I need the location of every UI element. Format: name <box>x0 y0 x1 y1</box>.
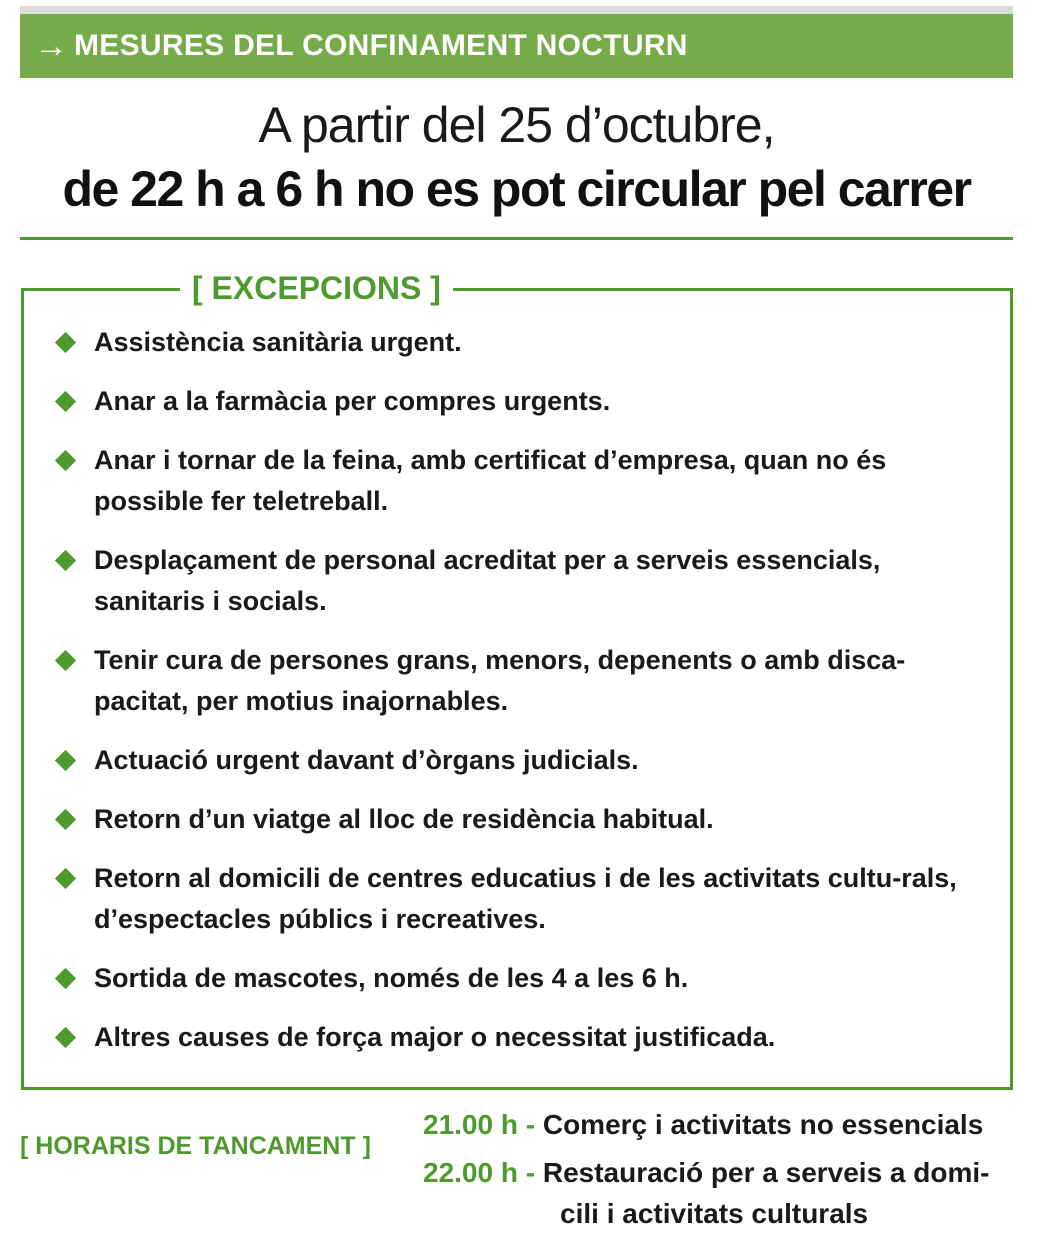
banner-title: MESURES DEL CONFINAMENT NOCTURN <box>74 29 688 62</box>
closing-hours-title: [ HORARIS DE TANCAMENT ] <box>20 1132 371 1160</box>
list-item <box>56 1017 986 1058</box>
list-item-text: Anar i tornar de la feina, amb certificat d’empresa, quan no és possible fer teletreball. <box>94 445 887 516</box>
closing-hours-row <box>423 1152 990 1194</box>
list-item <box>56 858 986 940</box>
diamond-bullet-icon <box>55 332 76 353</box>
list-item-text: Desplaçament de personal acreditat per a serveis essencials, sanitaris i socials. <box>94 545 881 616</box>
diamond-bullet-icon <box>55 450 76 471</box>
list-item-text: Sortida de mascotes, només de les 4 a les 6 h. <box>94 963 689 993</box>
list-item-text: Actuació urgent davant d’òrgans judicials. <box>94 745 639 775</box>
list-item <box>56 440 986 522</box>
list-item <box>56 740 986 781</box>
list-item-text: Anar a la farmàcia per compres urgents. <box>94 386 611 416</box>
closing-description-continued: cili i activitats culturals <box>560 1198 869 1229</box>
list-item <box>56 381 986 422</box>
list-item-text: Assistència sanitària urgent. <box>94 327 462 357</box>
list-item <box>56 540 986 622</box>
list-item-text: Altres causes de força major o necessitat justificada. <box>94 1022 776 1052</box>
list-item <box>56 799 986 840</box>
top-rule <box>20 6 1013 14</box>
list-item-text: Tenir cura de persones grans, menors, depenents o amb disca-pacitat, per motius inajornables. <box>94 645 906 716</box>
diamond-bullet-icon <box>55 1027 76 1048</box>
list-item-text: Retorn al domicili de centres educatius i de les activitats cultu-rals, d’espectacles públics i recreatives. <box>94 863 957 934</box>
diamond-bullet-icon <box>55 391 76 412</box>
banner <box>20 14 1013 78</box>
list-item <box>56 640 986 722</box>
exceptions-list <box>56 322 986 1076</box>
headline-line-1: A partir del 25 d’octubre, <box>258 97 775 153</box>
divider <box>20 237 1013 240</box>
diamond-bullet-icon <box>55 650 76 671</box>
closing-description: Restauració per a serveis a domi- <box>542 1157 990 1188</box>
diamond-bullet-icon <box>55 750 76 771</box>
diamond-bullet-icon <box>55 968 76 989</box>
exceptions-title: [ EXCEPCIONS ] <box>180 266 453 310</box>
diamond-bullet-icon <box>55 550 76 571</box>
list-item-text: Retorn d’un viatge al lloc de residència habitual. <box>94 804 714 834</box>
diamond-bullet-icon <box>55 868 76 889</box>
diamond-bullet-icon <box>55 809 76 830</box>
arrow-right-icon: → <box>34 27 68 65</box>
closing-time: 22.00 h - <box>423 1157 536 1188</box>
list-item <box>56 958 986 999</box>
closing-time: 21.00 h - <box>423 1109 536 1140</box>
headline-line-2: de 22 h a 6 h no es pot circular pel carrer <box>62 161 971 217</box>
list-item <box>56 322 986 363</box>
closing-hours-row <box>423 1104 983 1146</box>
closing-description: Comerç i activitats no essencials <box>542 1109 984 1140</box>
